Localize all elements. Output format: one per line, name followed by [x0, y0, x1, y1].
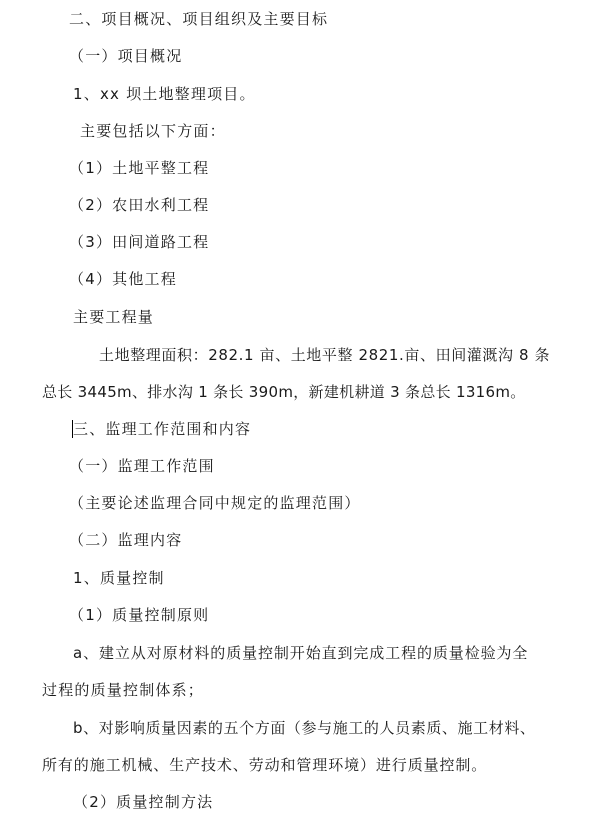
subitem-quality-method: （2）质量控制方法	[73, 793, 214, 811]
paragraph-a-line-2: 过程的质量控制体系；	[42, 681, 205, 699]
paragraph-quantities-line-1: 土地整理面积：282.1 亩、土地平整 2821.亩、田间灌溉沟 8 条	[99, 346, 551, 364]
list-item-3: （3）田间道路工程	[69, 233, 210, 251]
heading-main-quantities: 主要工程量	[73, 308, 155, 326]
paragraph-b-line-1: b、对影响质量因素的五个方面（参与施工的人员素质、施工材料、	[73, 719, 536, 737]
subheading-content: （二）监理内容	[69, 531, 183, 549]
heading-section-2: 二、项目概况、项目组织及主要目标	[69, 10, 329, 28]
paragraph-quantities-line-2: 总长 3445m、排水沟 1 条长 390m，新建机耕道 3 条总长 1316m。	[42, 383, 526, 401]
heading-section-3: 三、监理工作范围和内容	[73, 420, 252, 438]
list-item-4: （4）其他工程	[69, 270, 177, 288]
list-item-2: （2）农田水利工程	[69, 196, 210, 214]
subheading-project-overview: （一）项目概况	[69, 47, 183, 65]
subitem-quality-principle: （1）质量控制原则	[69, 606, 210, 624]
subheading-scope: （一）监理工作范围	[69, 457, 215, 475]
item-quality-control: 1、质量控制	[73, 569, 165, 587]
paragraph-b-line-2: 所有的施工机械、生产技术、劳动和管理环境）进行质量控制。	[42, 756, 488, 774]
paragraph-scope-note: （主要论述监理合同中规定的监理范围）	[69, 494, 361, 512]
paragraph-main-aspects: 主要包括以下方面：	[80, 122, 226, 140]
item-project-name: 1、xx 坝土地整理项目。	[73, 85, 256, 103]
list-item-1: （1）土地平整工程	[69, 159, 210, 177]
paragraph-a-line-1: a、建立从对原材料的质量控制开始直到完成工程的质量检验为全	[73, 644, 529, 662]
